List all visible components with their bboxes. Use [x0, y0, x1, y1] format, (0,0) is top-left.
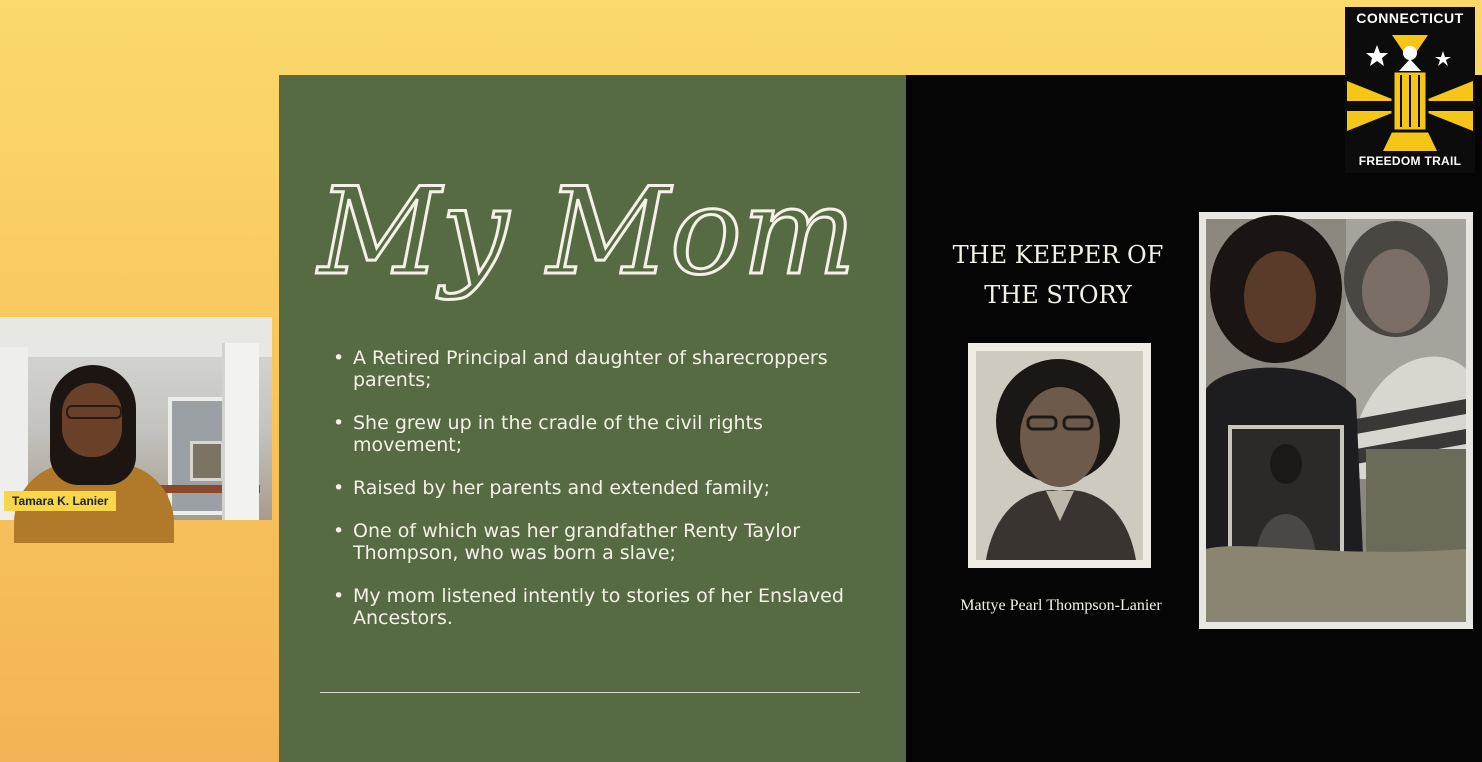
lantern-icon	[1347, 31, 1473, 151]
bullet-item: • She grew up in the cradle of the civil rights movement;	[333, 412, 873, 456]
keeper-heading-line1: THE KEEPER OF	[952, 241, 1164, 269]
participant-video-tile[interactable]	[0, 317, 272, 520]
participant-face	[62, 383, 122, 457]
portrait-photo	[968, 343, 1151, 568]
slide-right-panel	[906, 75, 1482, 762]
video-background-pillar-right	[222, 343, 259, 520]
slide-title-text: My Mom	[318, 163, 856, 302]
shared-slide	[279, 75, 1482, 762]
bullet-item: • One of which was her grandfather Renty Taylor Thompson, who was born a slave;	[333, 520, 873, 564]
portrait-caption: Mattye Pearl Thompson-Lanier	[960, 597, 1162, 614]
logo-top-text: CONNECTICUT	[1356, 10, 1464, 26]
family-photo-image	[1206, 219, 1466, 622]
family-photo	[1199, 212, 1473, 629]
portrait-photo-image	[976, 351, 1143, 560]
participant-glasses	[66, 405, 122, 419]
bullet-item: • Raised by her parents and extended family;	[333, 477, 873, 499]
keeper-heading	[943, 235, 1173, 315]
slide-divider	[320, 692, 860, 693]
bullet-item: • My mom listened intently to stories of her Enslaved Ancestors.	[333, 585, 873, 629]
slide-left-panel	[279, 75, 906, 762]
video-background-picture-frame	[190, 441, 224, 481]
keeper-heading-line2: THE STORY	[984, 281, 1132, 309]
connecticut-freedom-trail-logo	[1345, 7, 1475, 173]
logo-bottom-text: FREEDOM TRAIL	[1358, 154, 1462, 168]
bullet-item: • A Retired Principal and daughter of sharecroppers parents;	[333, 347, 873, 391]
slide-bullet-list	[333, 347, 873, 650]
participant-name-tag: Tamara K. Lanier	[4, 491, 116, 511]
slide-title	[318, 123, 856, 343]
